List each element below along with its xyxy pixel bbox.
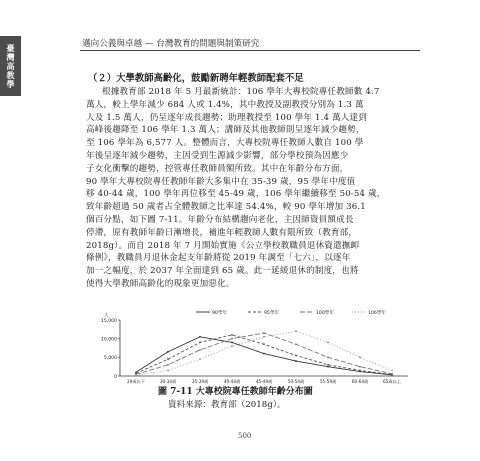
body-line: 停滯，原有教師年齡日漸增長，補進年輕教師人數有限所致（教育部， bbox=[86, 227, 358, 238]
data-point bbox=[263, 332, 265, 334]
body-line: 使得大學教師高齡化的現象更加惡化。 bbox=[86, 278, 235, 289]
body-line: 移 40-44 歲，100 學年再位移至 45-49 歲，106 學年繼續移至 50-54 歲， bbox=[86, 189, 386, 200]
data-point bbox=[359, 366, 361, 368]
body-line: 2018g）。而自 2018 年 7 月開始實施《公立學校教職員退休資遣撫卹 bbox=[86, 240, 360, 251]
x-tick-label: 60-64歲 bbox=[351, 379, 369, 384]
data-point bbox=[199, 358, 201, 360]
data-point bbox=[231, 338, 233, 340]
data-point bbox=[263, 343, 265, 345]
y-axis-label: 人 bbox=[104, 313, 110, 319]
chart-canvas bbox=[86, 308, 420, 390]
body-line: 年後呈逐年減少趨勢，主因受到生源減少影響，部分學校預為因應少 bbox=[86, 150, 349, 161]
body-line: 至 106 學年為 6,577 人。整體而言，大專校院專任教師人數自 100 學 bbox=[86, 138, 364, 149]
x-tick-label: 55-59歲 bbox=[319, 379, 337, 384]
body-line: 90 學年大專校院專任教師年齡大多集中在 35-39 歲，95 學年中度值 bbox=[86, 176, 356, 187]
header-rule bbox=[80, 50, 420, 51]
figure-source: 資料來源：教育部（2018g）。 bbox=[168, 400, 286, 410]
x-tick-label: 35-39歲 bbox=[191, 379, 209, 384]
data-point bbox=[327, 364, 329, 366]
y-tick-label: 15,000 bbox=[100, 318, 117, 324]
data-point bbox=[295, 343, 297, 345]
x-tick-label: 50-54歲 bbox=[287, 379, 305, 384]
body-line: 致年齡超過 50 歲者占全體教師之比率達 54.4%，較 90 學年增加 36.1 bbox=[86, 202, 366, 213]
body-line: 條例》，教職員月退休金起支年齡將從 2019 年調至「七六」，以逐年 bbox=[86, 253, 351, 264]
legend-label: 100學年 bbox=[316, 311, 334, 316]
data-point bbox=[135, 374, 137, 376]
data-point bbox=[167, 364, 169, 366]
data-point bbox=[231, 342, 233, 344]
data-point bbox=[231, 345, 233, 347]
data-point bbox=[199, 349, 201, 351]
page-number: 500 bbox=[238, 432, 252, 440]
body-line: 高峰後趨降至 106 學年 1.3 萬人；講師及其他教師則呈逐年減少趨勢， bbox=[86, 125, 365, 136]
figure-caption: 圖 7-11 大專校院專任教師年齡分布圖 bbox=[158, 387, 313, 397]
y-tick-label: 10,000 bbox=[100, 337, 117, 343]
body-line: 根據教育部 2018 年 5 月最新統計：106 學年大專校院專任教師數 4.7 bbox=[102, 87, 380, 97]
data-point bbox=[199, 336, 201, 338]
legend-label: 106學年 bbox=[368, 311, 386, 316]
x-tick-label: 29歲以下 bbox=[127, 379, 145, 384]
data-point bbox=[295, 330, 297, 332]
data-point bbox=[263, 353, 265, 355]
data-point bbox=[359, 356, 361, 358]
data-point bbox=[327, 366, 329, 368]
x-tick-label: 30-34歲 bbox=[159, 379, 177, 384]
body-line: 子女化衝擊的趨勢，控管專任教師員額所致。其中在年齡分布方面， bbox=[86, 163, 349, 174]
data-point bbox=[231, 334, 233, 336]
legend-label: 95學年 bbox=[264, 311, 280, 316]
data-point bbox=[327, 342, 329, 344]
data-point bbox=[167, 358, 169, 360]
section-heading: （２）大學教師高齡化，鼓勵新聘年輕教師配套不足 bbox=[88, 73, 304, 84]
x-tick-label: 65歲以上 bbox=[383, 379, 401, 384]
chapter-side-tab: 臺灣高教學 bbox=[0, 36, 21, 96]
data-point bbox=[391, 373, 393, 375]
x-tick-label: 45-49歲 bbox=[255, 379, 273, 384]
body-line: 人及 1.5 萬人，仍呈逐年成長趨勢；助理教授至 100 學年 1.4 萬人達到 bbox=[86, 112, 367, 123]
body-text bbox=[86, 86, 414, 291]
body-line: 萬人，較上學年減少 684 人或 1.4%，其中教授及副教授分別為 1.3 萬 bbox=[86, 99, 364, 110]
data-point bbox=[295, 355, 297, 357]
data-point bbox=[391, 370, 393, 372]
data-point bbox=[167, 351, 169, 353]
x-tick-label: 40-44歲 bbox=[223, 379, 241, 384]
body-line: 加一之幅度，於 2037 年全面達到 65 歲。此一延緩退休的制度，也將 bbox=[86, 266, 359, 277]
data-point bbox=[327, 356, 329, 358]
data-point bbox=[263, 336, 265, 338]
data-point bbox=[295, 360, 297, 362]
age-distribution-chart bbox=[86, 308, 420, 390]
y-tick-label: 0 bbox=[114, 374, 117, 380]
data-point bbox=[167, 370, 169, 372]
legend-label: 90學年 bbox=[212, 311, 228, 316]
data-point bbox=[359, 370, 361, 372]
running-header: 邁向公義與卓越 — 台灣教育的問題與制策研究 bbox=[82, 39, 260, 49]
body-line: 個百分點，如下圖 7-11。年齡分布結構趨向老化，主因師資員額成長 bbox=[86, 214, 354, 225]
data-point bbox=[199, 342, 201, 344]
y-tick-label: 5,000 bbox=[103, 356, 117, 362]
